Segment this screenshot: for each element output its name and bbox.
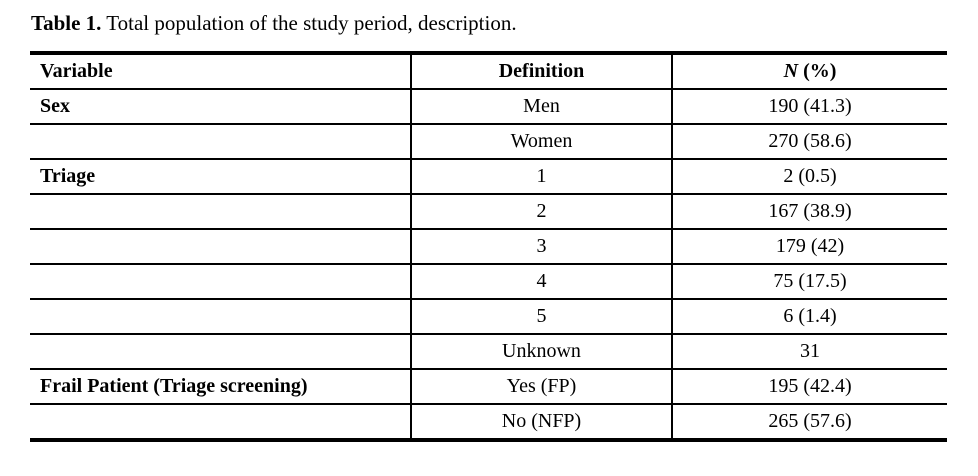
n-cell: 31	[672, 334, 947, 369]
definition-cell: Yes (FP)	[411, 369, 672, 404]
variable-cell	[30, 404, 411, 440]
variable-cell	[30, 299, 411, 334]
table-row	[30, 334, 947, 369]
n-cell: 195 (42.4)	[672, 369, 947, 404]
n-cell: 265 (57.6)	[672, 404, 947, 440]
table-row	[30, 229, 947, 264]
header-row	[30, 53, 947, 89]
definition-cell: Unknown	[411, 334, 672, 369]
table-row	[30, 264, 947, 299]
table-row	[30, 194, 947, 229]
definition-cell: 1	[411, 159, 672, 194]
column-header-definition: Definition	[411, 53, 672, 89]
definition-cell: Men	[411, 89, 672, 124]
definition-cell: 3	[411, 229, 672, 264]
n-cell: 190 (41.3)	[672, 89, 947, 124]
n-cell: 75 (17.5)	[672, 264, 947, 299]
variable-cell: Triage	[30, 159, 411, 194]
variable-cell	[30, 229, 411, 264]
table-row	[30, 89, 947, 124]
definition-cell: Women	[411, 124, 672, 159]
variable-cell	[30, 264, 411, 299]
population-table	[30, 51, 947, 442]
column-header-n-percent	[672, 53, 947, 89]
table-row	[30, 404, 947, 440]
n-cell: 6 (1.4)	[672, 299, 947, 334]
table-row	[30, 159, 947, 194]
column-header-variable: Variable	[30, 53, 411, 89]
variable-cell	[30, 194, 411, 229]
n-symbol: N	[783, 60, 799, 82]
table-caption	[31, 10, 517, 36]
n-cell: 179 (42)	[672, 229, 947, 264]
definition-cell: No (NFP)	[411, 404, 672, 440]
definition-cell: 4	[411, 264, 672, 299]
n-cell: 167 (38.9)	[672, 194, 947, 229]
table-row	[30, 124, 947, 159]
n-cell: 2 (0.5)	[672, 159, 947, 194]
variable-cell	[30, 124, 411, 159]
definition-cell: 2	[411, 194, 672, 229]
n-percent-label: (%)	[803, 60, 837, 82]
variable-cell: Sex	[30, 89, 411, 124]
definition-cell: 5	[411, 299, 672, 334]
n-cell: 270 (58.6)	[672, 124, 947, 159]
variable-cell: Frail Patient (Triage screening)	[30, 369, 411, 404]
table-row	[30, 369, 947, 404]
table-caption-number: Table 1.	[31, 11, 102, 35]
table-row	[30, 299, 947, 334]
variable-cell	[30, 334, 411, 369]
table-caption-text: Total population of the study period, description.	[101, 11, 517, 35]
